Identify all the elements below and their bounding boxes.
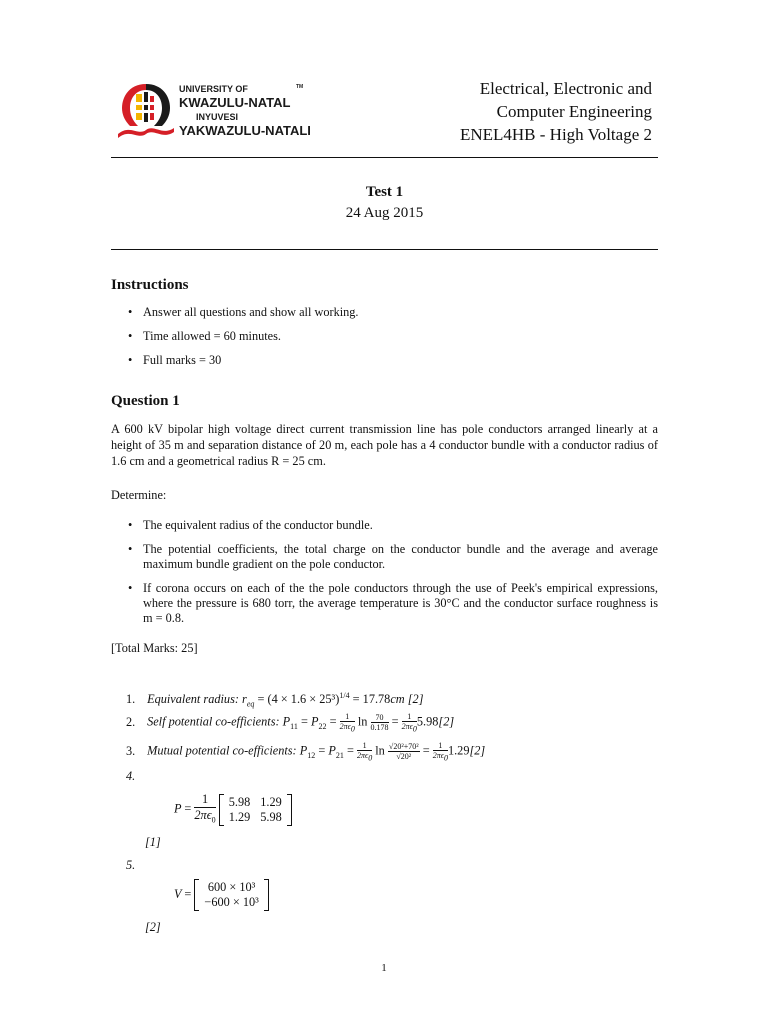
matrix-cell: 5.98 <box>228 794 251 809</box>
answer-5-number <box>126 858 666 873</box>
vector-cell: 600 × 10³ <box>207 880 256 894</box>
matrix-variable: P <box>174 801 182 816</box>
matrix-cell: 1.29 <box>228 809 251 824</box>
vector-variable: V <box>174 886 182 901</box>
task-item: • If corona occurs on each of the the pole conductors through the use of Peek's empirical expressions, where the pressure is 680 torr, the average temperature is 30°C and the conductor surface roughness is m = 0.8. <box>128 581 658 626</box>
test-date: 24 Aug 2015 <box>345 205 424 221</box>
answer-number: 1. <box>126 692 136 707</box>
task-item: • The potential coefficients, the total charge on the conductor bundle and the average and average maximum bundle gradient on the pole conductor. <box>128 542 658 572</box>
ukzn-emblem-icon <box>116 80 176 142</box>
answer-expression: = (4 × 1.6 × 25³) <box>257 692 340 707</box>
answer-exponent: 1/4 <box>339 691 350 700</box>
answer-value: 1.29 <box>447 743 470 758</box>
answer-label: Equivalent radius: <box>147 692 239 707</box>
question-1-body: A 600 kV bipolar high voltage direct current transmission line has pole conductors arranged linearly at a height of 35 m and separation distance of 20 m, each pole has a 4 conductor bundle with a conductor radius of 1.6 cm and a geometrical radius R = 25 cm. <box>111 422 658 468</box>
logo-trademark: TM <box>296 84 304 90</box>
title-divider <box>111 249 658 250</box>
matrix-cell: 5.98 <box>260 809 282 824</box>
instruction-item: • Time allowed = 60 minutes. <box>128 329 658 344</box>
answer-4-marks: [1] <box>145 835 161 849</box>
logo-line-inyuvesi: INYUVESI <box>196 112 239 122</box>
answer-2: 2. Self potential co-efficients: $P_{11} = P_{22}$ = $\frac{1}{2\pi\epsilon_0}$ ln $\frac{70}{0.178}$ = $\frac{1}{2\pi\epsilon_0}$ 5.98[2] <box>126 712 455 734</box>
question-1-tasks <box>128 518 658 635</box>
answer-marks: [2] <box>407 692 424 707</box>
instruction-item: • Full marks = 30 <box>128 353 658 368</box>
department-line-2: Computer Engineering <box>496 102 652 121</box>
logo-line-kwazulu-natal: KWAZULU-NATAL <box>179 95 291 110</box>
logo-line-yakwazulu-natali: YAKWAZULU-NATALI <box>179 123 311 138</box>
answer-label: Mutual potential co-efficients: <box>147 743 297 758</box>
logo-line-university-of: UNIVERSITY OF <box>179 84 248 94</box>
test-title: Test 1 <box>365 184 404 200</box>
instructions-heading: Instructions <box>111 277 189 293</box>
department-line-1: Electrical, Electronic and <box>479 79 652 98</box>
total-marks: [Total Marks: 25] <box>111 641 198 655</box>
answer-3: 3. Mutual potential co-efficients: $P_{12} = P_{21}$ = $\frac{1}{2\pi\epsilon_0}$ ln $\frac{\text{√20²+70²}}{\text{√20²}}$ = $\frac{1}{2\pi\epsilon_0}$ 1.29[2] <box>126 741 486 763</box>
answer-result: = 17.78 <box>352 692 391 707</box>
answer-marks: [2] <box>469 743 486 758</box>
task-item: • The equivalent radius of the conductor bundle. <box>128 518 658 533</box>
course-code-title: ENEL4HB - High Voltage 2 <box>459 125 652 144</box>
answer-number: 5. <box>126 858 136 872</box>
page-number: 1 <box>381 962 387 974</box>
answer-marks: [2] <box>438 714 455 729</box>
answer-number: 4. <box>126 769 136 783</box>
answer-number: 3. <box>126 743 136 758</box>
voltage-vector <box>194 879 268 911</box>
answer-4-matrix-equation: P = $\frac{1}{2\pi\epsilon_0}$ 5.98 1.29 1.29 5.98 <box>174 792 292 827</box>
matrix-cell: 1.29 <box>260 794 282 809</box>
department-block <box>460 77 652 146</box>
header-divider <box>111 157 658 158</box>
university-logo <box>116 76 316 146</box>
answer-4-number <box>126 769 666 784</box>
question-1-heading: Question 1 <box>111 393 180 409</box>
instructions-list <box>128 305 658 377</box>
vector-cell: −600 × 10³ <box>204 895 259 909</box>
potential-coefficient-matrix <box>219 794 292 826</box>
answer-5-marks: [2] <box>145 920 161 934</box>
answer-5-vector-equation: V = 600 × 10³ −600 × 10³ <box>174 879 269 911</box>
answer-label: Self potential co-efficients: <box>147 714 280 729</box>
answer-1: 1. Equivalent radius: $r_{eq} = (4 \times 1.6 \times 25^3)^{1/4} = 17.78cm$ [2] <box>126 691 424 709</box>
instruction-item: • Answer all questions and show all working. <box>128 305 658 320</box>
determine-label: Determine: <box>111 488 167 502</box>
answer-value: 5.98 <box>416 714 439 729</box>
answer-number: 2. <box>126 714 136 729</box>
answer-unit: cm <box>390 692 405 707</box>
